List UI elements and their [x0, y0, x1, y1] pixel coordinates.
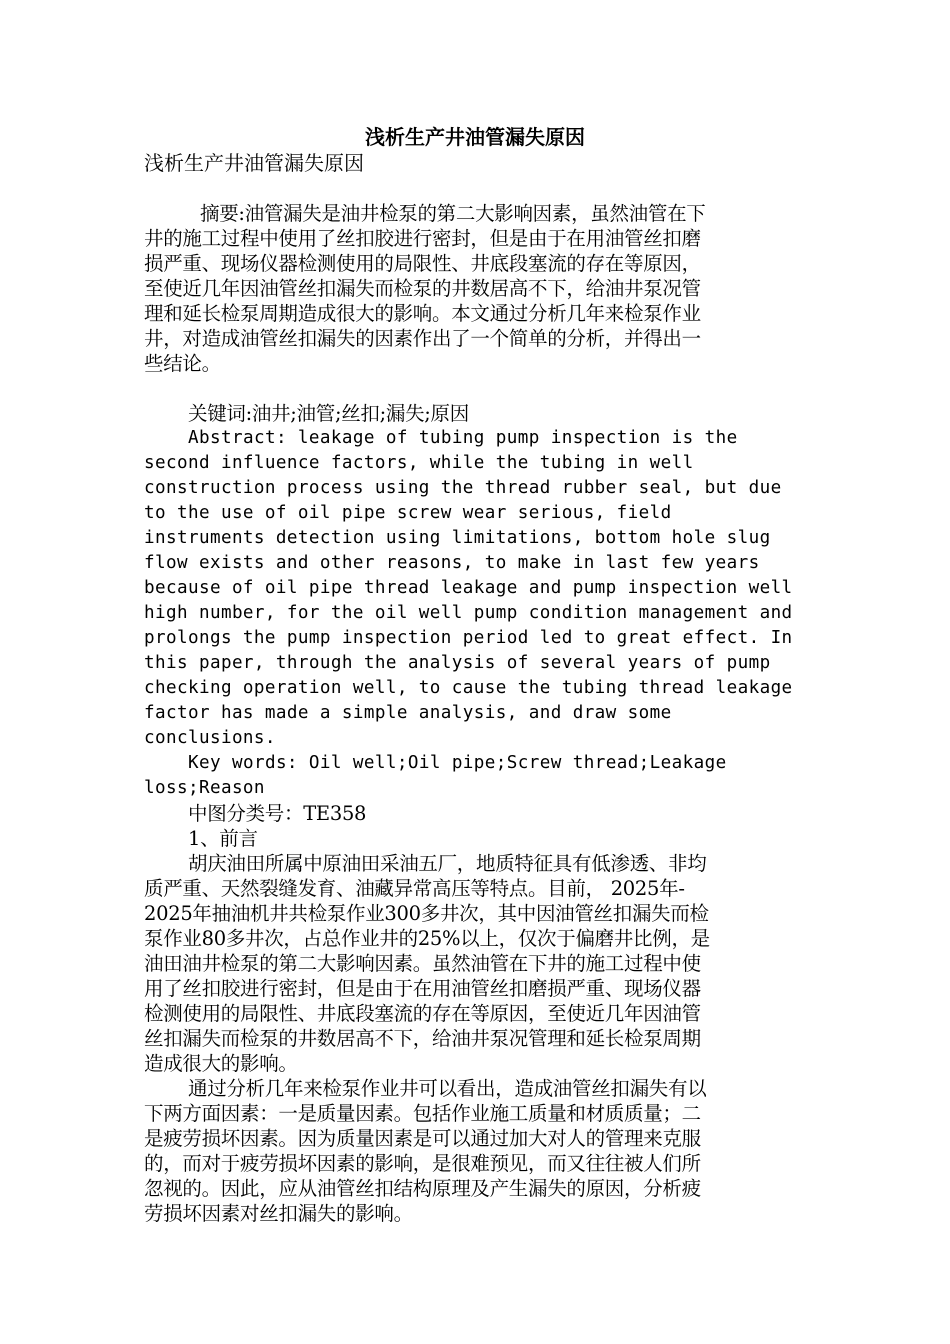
abstract-cn-line: 摘要:油管漏失是油井检泵的第二大影响因素，虽然油管在下: [200, 202, 706, 225]
abstract-cn-line: 些结论。: [144, 352, 221, 375]
paragraph-1: [144, 851, 806, 1076]
abstract-cn-line: 井，对造成油管丝扣漏失的因素作出了一个简单的分析，并得出一: [144, 327, 701, 350]
keywords-cn-line: 关键词:油井;油管;丝扣;漏失;原因: [188, 402, 469, 425]
abstract-en-line: to the use of oil pipe screw wear serious, field: [144, 503, 672, 523]
classification-line: 中图分类号：TE358: [188, 802, 367, 825]
paragraph-line: 检测使用的局限性、井底段塞流的存在等原因，至使近几年因油管: [144, 1002, 701, 1025]
section-heading-line: 1、前言: [188, 827, 258, 850]
keywords-en-line: Key words: Oil well;Oil pipe;Screw thread;Leakage: [188, 753, 727, 773]
abstract-en-line: factor has made a simple analysis, and draw some: [144, 703, 672, 723]
paragraph-line: 丝扣漏失而检泵的井数居高不下，给油井泵况管理和延长检泵周期: [144, 1027, 701, 1050]
classification-number: [144, 801, 806, 826]
spacer: [144, 376, 806, 401]
paragraph-2: [144, 1076, 806, 1226]
spacer: [144, 176, 806, 201]
abstract-en-line: prolongs the pump inspection period led to great effect. In: [144, 628, 793, 648]
abstract-en-line: Abstract: leakage of tubing pump inspection is the: [188, 428, 738, 448]
paragraph-line: 油田油井检泵的第二大影响因素。虽然油管在下井的施工过程中使: [144, 952, 701, 975]
abstract-cn: [144, 201, 806, 376]
paragraph-line: 质严重、天然裂缝发育、油藏异常高压等特点。目前， 2025年-: [144, 877, 685, 900]
keywords-en-line: loss;Reason: [144, 778, 265, 798]
abstract-en-line: flow exists and other reasons, to make in last few years: [144, 553, 760, 573]
paragraph-line: 造成很大的影响。: [144, 1052, 298, 1075]
abstract-en-line: instruments detection using limitations, bottom hole slug: [144, 528, 771, 548]
abstract-en-line: construction process using the thread rubber seal, but due: [144, 478, 782, 498]
abstract-en-line: high number, for the oil well pump condition management and: [144, 603, 793, 623]
paragraph-line: 通过分析几年来检泵作业井可以看出，造成油管丝扣漏失有以: [188, 1077, 707, 1100]
abstract-en-line: this paper, through the analysis of several years of pump: [144, 653, 771, 673]
document-subtitle: 浅析生产井油管漏失原因: [144, 151, 364, 175]
abstract-en-line: second influence factors, while the tubing in well: [144, 453, 694, 473]
abstract-en-line: conclusions.: [144, 728, 276, 748]
keywords-cn: [144, 401, 806, 426]
abstract-en-line: checking operation well, to cause the tubing thread leakage: [144, 678, 793, 698]
paragraph-line: 下两方面因素：一是质量因素。包括作业施工质量和材质质量；二: [144, 1102, 701, 1125]
document-title: 浅析生产井油管漏失原因: [365, 125, 585, 149]
paragraph-line: 用了丝扣胶进行密封，但是由于在用油管丝扣磨损严重、现场仪器: [144, 977, 701, 1000]
paragraph-line: 的，而对于疲劳损坏因素的影响，是很难预见，而又往往被人们所: [144, 1152, 701, 1175]
paragraph-line: 忽视的。因此，应从油管丝扣结构原理及产生漏失的原因，分析疲: [144, 1177, 701, 1200]
abstract-en-line: because of oil pipe thread leakage and pump inspection well: [144, 578, 793, 598]
abstract-cn-line: 井的施工过程中使用了丝扣胶进行密封，但是由于在用油管丝扣磨: [144, 227, 701, 250]
keywords-en: [144, 751, 806, 801]
abstract-cn-line: 损严重、现场仪器检测使用的局限性、井底段塞流的存在等原因，: [144, 252, 701, 275]
paragraph-line: 2025年抽油机井共检泵作业300多井次，其中因油管丝扣漏失而检: [144, 902, 709, 925]
paragraph-line: 泵作业80多井次，占总作业井的25%以上，仅次于偏磨井比例，是: [144, 927, 710, 950]
document-body: [144, 124, 806, 1226]
paragraph-line: 是疲劳损坏因素。因为质量因素是可以通过加大对人的管理来克服: [144, 1127, 701, 1150]
paragraph-line: 劳损坏因素对丝扣漏失的影响。: [144, 1202, 413, 1225]
paragraph-line: 胡庆油田所属中原油田采油五厂，地质特征具有低渗透、非均: [188, 852, 707, 875]
abstract-cn-line: 理和延长检泵周期造成很大的影响。本文通过分析几年来检泵作业: [144, 302, 701, 325]
abstract-en: [144, 426, 806, 751]
abstract-cn-line: 至使近几年因油管丝扣漏失而检泵的井数居高不下，给油井泵况管: [144, 277, 701, 300]
section-heading: [144, 826, 806, 851]
